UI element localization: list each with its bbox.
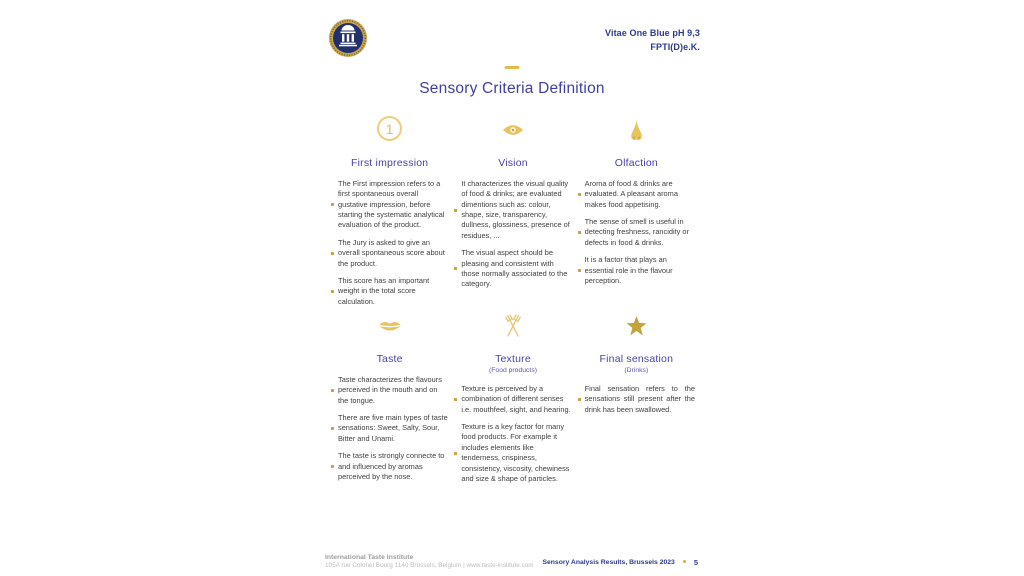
- bullet-dot: [454, 452, 457, 455]
- list-item: The visual aspect should be pleasing and consistent with those normally associated to the category.: [454, 248, 571, 289]
- doc-ref-line1: Vitae One Blue pH 9,3: [605, 28, 700, 38]
- footer-right: [542, 558, 698, 567]
- list-item: The taste is strongly connecte to and influenced by aromas perceived by the nose.: [331, 451, 448, 482]
- lips-icon: [378, 320, 402, 331]
- section-final-sensation: [578, 306, 695, 491]
- section-texture: [454, 306, 571, 491]
- bullet-dot: [454, 209, 457, 212]
- list-item: This score has an important weight in the total score calculation.: [331, 276, 448, 307]
- footer-address: 105A rue Colonel Bourg 1140 Brussels, Belgium | www.taste-institute.com: [325, 562, 534, 569]
- eye-icon: [502, 124, 524, 136]
- star-icon: [625, 316, 648, 337]
- section-taste: [331, 306, 448, 491]
- list-item: The First impression refers to a first spontaneous overall gustative impression, before starting the systematic analytical evaluation of the product.: [331, 179, 448, 231]
- bullet-list: [578, 179, 695, 293]
- doc-ref-line2: FPTI(D)e.K.: [650, 41, 700, 52]
- criteria-row-1: [331, 106, 695, 314]
- footer-org-name: International Taste Institute: [325, 553, 414, 561]
- bullet-dot: [578, 269, 581, 272]
- section-title: Texture: [495, 353, 531, 365]
- list-item: There are five main types of taste sensations: Sweet, Salty, Sour, Bitter and Unami.: [331, 413, 448, 444]
- section-title: Final sensation: [599, 353, 674, 365]
- bullet-list: [331, 375, 448, 489]
- bullet-list: [454, 384, 571, 491]
- crossed-forks-icon: [500, 313, 526, 339]
- bullet-dot: [454, 267, 457, 270]
- bullet-dot: [331, 252, 334, 255]
- institute-seal-icon: [328, 18, 368, 58]
- section-title: Vision: [498, 157, 528, 169]
- section-olfaction: [578, 106, 695, 314]
- list-item: Texture is perceived by a combination of different senses i.e. mouthfeel, sight, and hearing.: [454, 384, 571, 415]
- footer-report-title: Sensory Analysis Results, Brussels 2023: [542, 559, 675, 566]
- footer-page-number: 5: [693, 558, 698, 567]
- bullet-list: [331, 179, 448, 314]
- international-taste-institute-logo: [328, 18, 368, 58]
- bullet-dot: [578, 398, 581, 401]
- list-item: Texture is a key factor for many food products. For example it includes elements like tenderness, crispiness, consistency, viscosity, chewiness and size & shape of particles.: [454, 422, 571, 484]
- list-item: Final sensation refers to the sensations still present after the drink has been swallowed.: [578, 384, 695, 415]
- list-item: Aroma of food & drinks are evaluated. A pleasant aroma makes food appetising.: [578, 179, 695, 210]
- section-first-impression: [331, 106, 448, 314]
- list-item: The sense of smell is useful in detecting freshness, rancidity or defects in food & drinks.: [578, 217, 695, 248]
- bullet-dot: [331, 203, 334, 206]
- nose-icon: [626, 119, 647, 142]
- list-item: It characterizes the visual quality of food & drinks; are evaluated dimentions such as: colour, shape, size, transparency, dullness, glossiness, presence of residues, ...: [454, 179, 571, 241]
- footer-gold-dot-icon: [683, 560, 686, 563]
- bullet-dot: [331, 290, 334, 293]
- number-one-circle-icon: [377, 116, 402, 141]
- criteria-row-2: [331, 306, 695, 491]
- bullet-list: [454, 179, 571, 297]
- page-title: Sensory Criteria Definition: [419, 80, 605, 97]
- footer-left: [325, 554, 534, 570]
- list-item: Taste characterizes the flavours perceived in the mouth and on the tongue.: [331, 375, 448, 406]
- bullet-dot: [454, 398, 457, 401]
- bullet-dot: [331, 389, 334, 392]
- slide-page: [318, 0, 706, 576]
- list-item: The Jury is asked to give an overall spontaneous score about the product.: [331, 238, 448, 269]
- section-title: First impression: [351, 157, 429, 169]
- section-vision: [454, 106, 571, 314]
- section-subtitle: (Drinks): [624, 367, 649, 374]
- gold-dash-divider: [505, 66, 520, 69]
- section-title: Taste: [376, 353, 403, 365]
- document-reference: [605, 27, 700, 54]
- bullet-dot: [578, 231, 581, 234]
- bullet-dot: [578, 193, 581, 196]
- number-one-glyph: 1: [385, 120, 394, 137]
- bullet-list: [578, 384, 695, 422]
- bullet-dot: [331, 465, 334, 468]
- section-title: Olfaction: [614, 157, 658, 169]
- section-subtitle: (Food products): [489, 367, 537, 374]
- bullet-dot: [331, 427, 334, 430]
- list-item: It is a factor that plays an essential role in the flavour perception.: [578, 255, 695, 286]
